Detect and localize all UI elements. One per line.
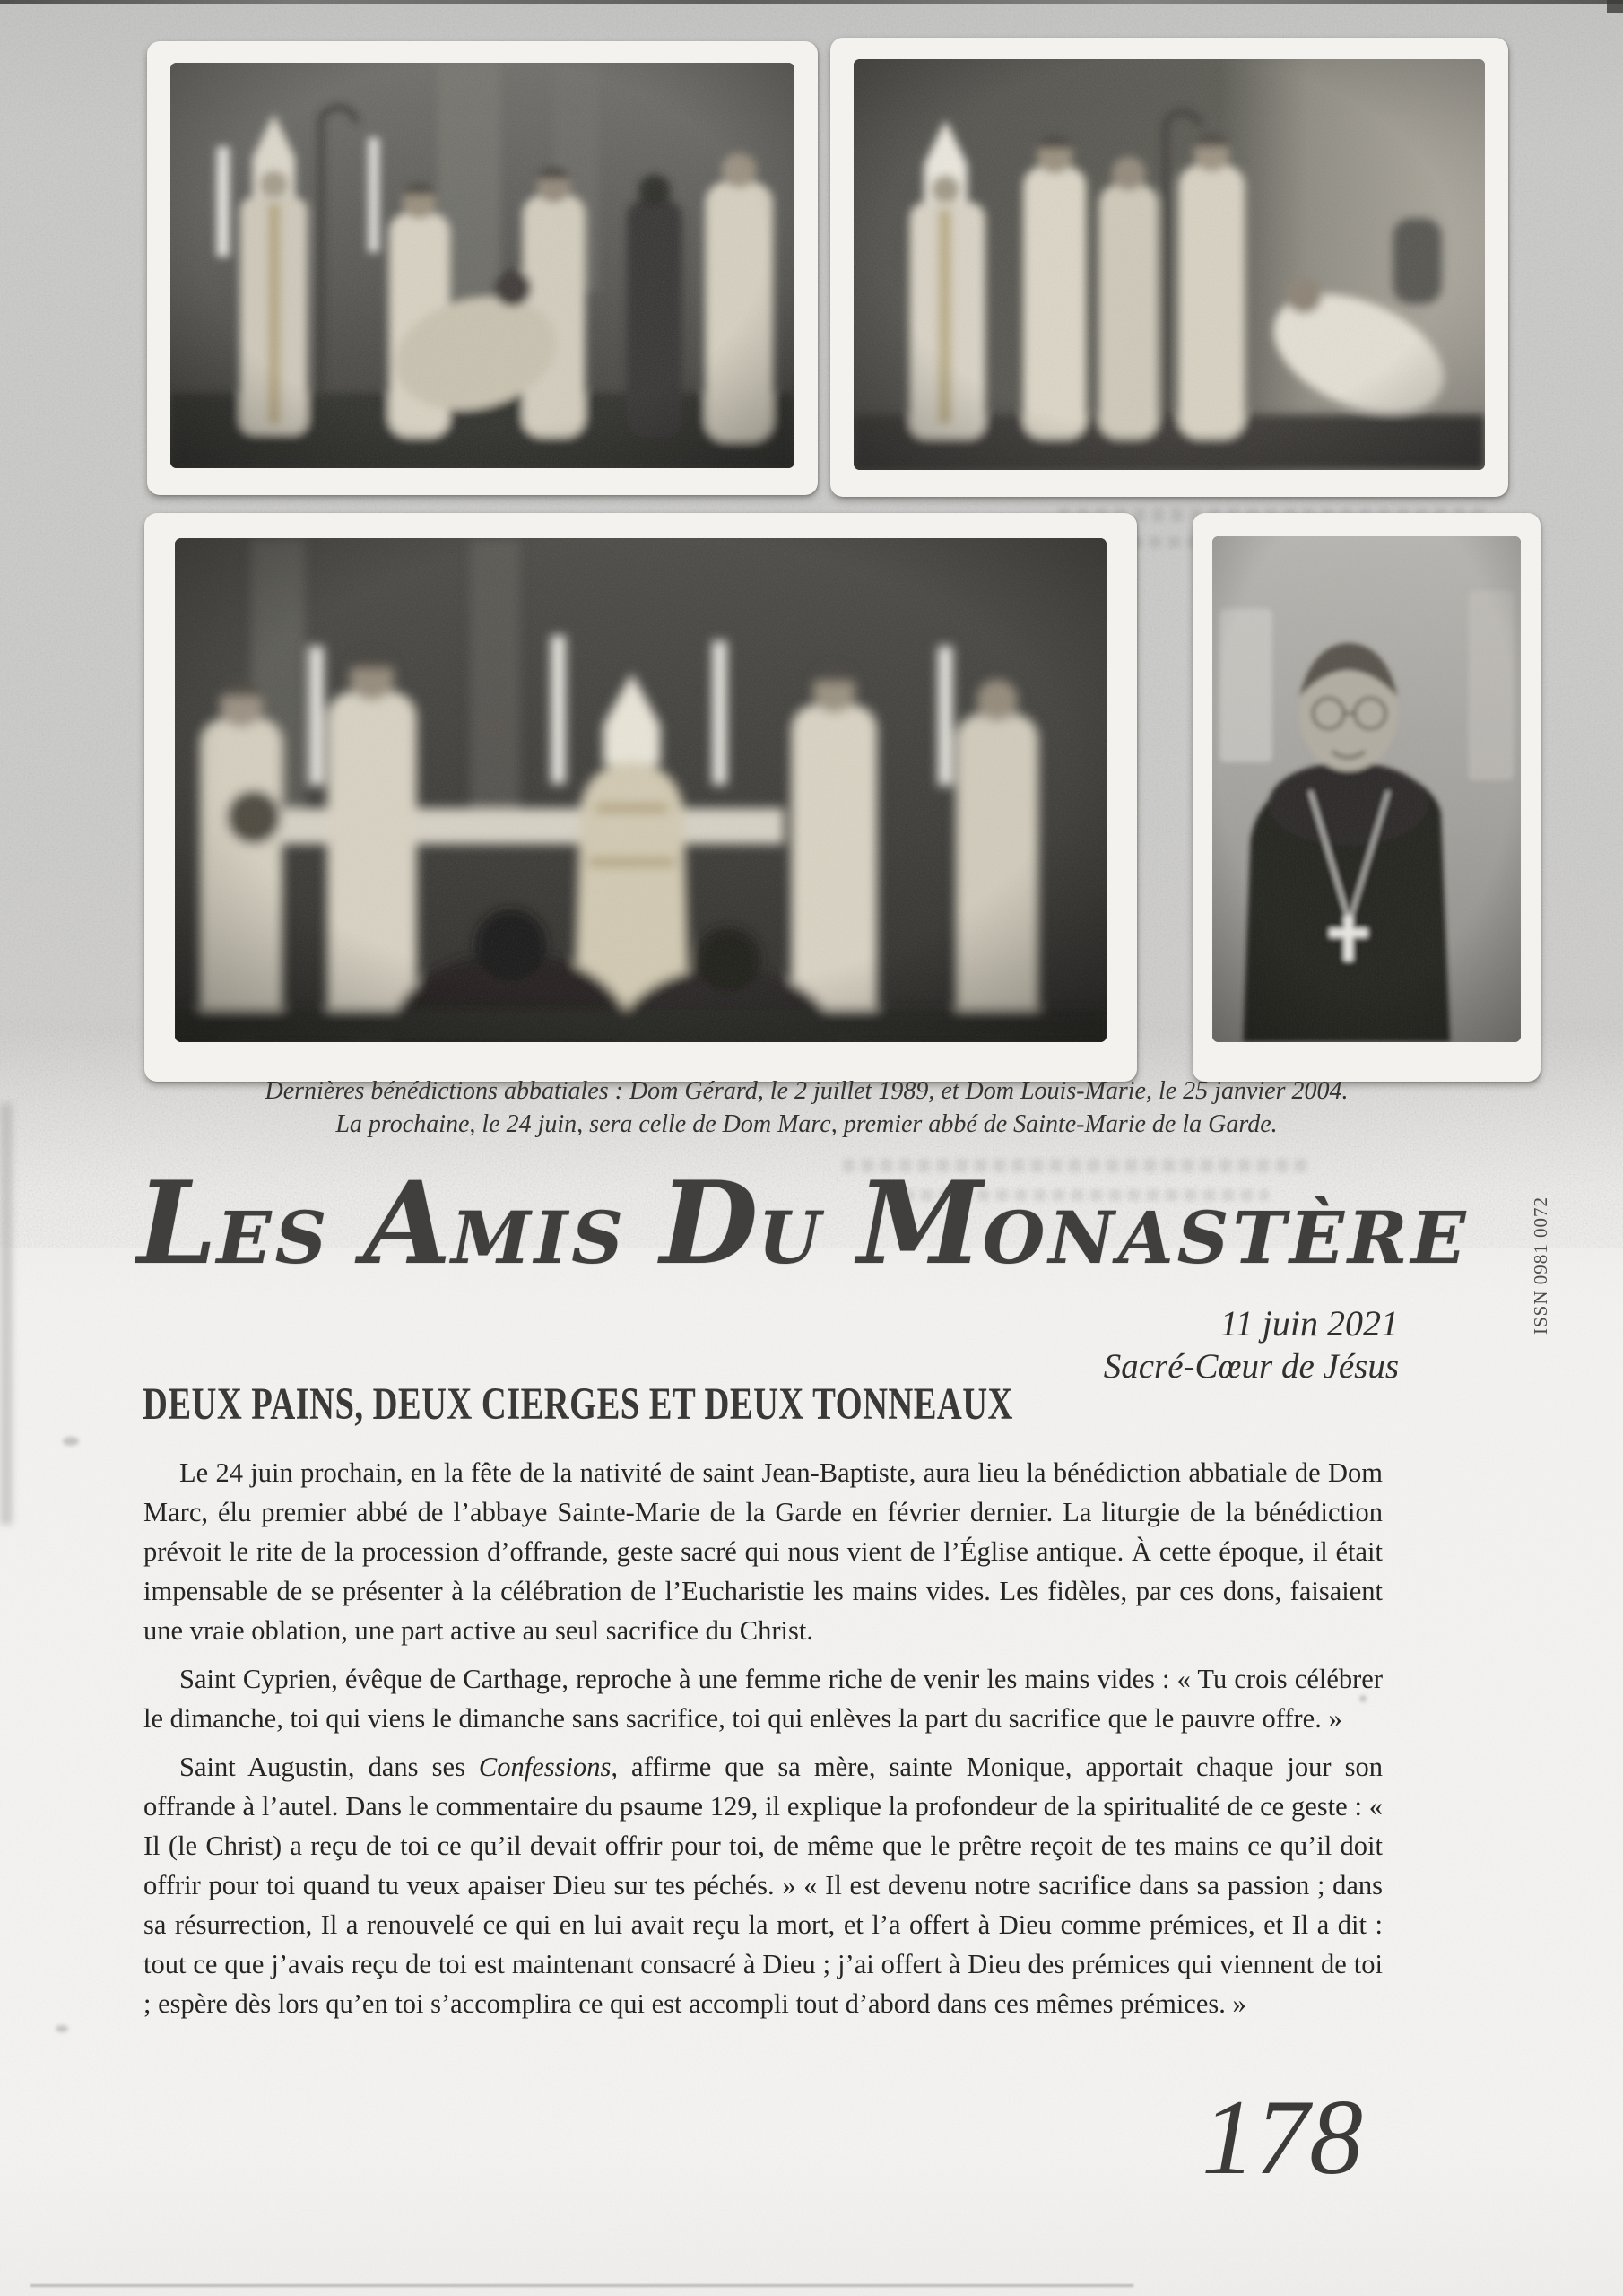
photo-scene-portrait [1212,536,1521,1042]
paragraph-1: Le 24 juin prochain, en la fête de la nativité de saint Jean-Baptiste, aura lieu la bénédiction abbatiale de Dom Marc, élu premier abbé de l’abbaye Sainte-Marie de la Garde en février dernier. La liturgie de la bénédiction prévoit le rite de la procession d’offrande, geste sacré qui nous vient de l’Église antique. À cette époque, il était impensable de se présenter à la célébration de l’Eucharistie les mains vides. Les fidèles, par ces dons, faisaient une vraie oblation, une part active au seul sacrifice du Christ. [143,1457,1383,1646]
photo-caption-line2: La prochaine, le 24 juin, sera celle de Dom Marc, premier abbé de Sainte-Marie de la Garde. [335,1110,1278,1138]
photo-altar-ceremony [144,513,1137,1082]
photo-image [1212,536,1521,1042]
ink-smudge [63,1437,79,1446]
photo-image [170,63,794,468]
paragraph-3 [143,1747,1383,2023]
masthead-word: MONASTÈRE [857,1157,1470,1291]
issue-date-block [852,1302,1399,1388]
paragraph-3-pre: Saint Augustin, dans ses [179,1752,479,1782]
photo-abbatial-blessing-1 [147,41,818,495]
issue-feast: Sacré-Cœur de Jésus [1103,1347,1399,1386]
issn-number: ISSN 0981 0072 [1530,1196,1551,1335]
article-title: DEUX PAINS, DEUX CIERGES ET DEUX TONNEAUX [143,1378,1013,1430]
paragraph-3-post: affirme que sa mère, sainte Monique, apportait chaque jour son offrande à l’autel. Dans le commentaire du psaume 129, il explique la profondeur de la spiritualité de ce geste : « Il (le Christ) a reçu de toi ce qu’il devait offrir pour toi, de même que le prêtre reçoit de tes mains ce qu’il doit offrir pour toi quand tu veux apaiser Dieu sur tes péchés. » « Il est devenu notre sacrifice dans sa passion ; dans sa résurrection, Il a renouvelé ce qui en lui avait reçu la mort, et l’a offert à Dieu comme prémices, et Il a dit : tout ce que j’avais reçu de toi est maintenant consacré à Dieu ; j’ai offert à Dieu des prémices qui viennent de toi ; espère dès lors qu’en toi s’accomplira ce qui est accompli tout d’abord dans ces mêmes prémices. » [143,1752,1383,2019]
ink-smudge [56,2025,68,2032]
article-body [143,1453,1383,2023]
issue-date: 11 juin 2021 [1219,1303,1399,1344]
scan-top-edge [0,0,1623,4]
photo-caption [108,1074,1505,1141]
scan-left-shade [0,1103,13,1525]
photo-abbatial-blessing-2 [830,38,1508,497]
photo-image [175,538,1107,1042]
paragraph-2: Saint Cyprien, évêque de Carthage, reproche à une femme riche de venir les mains vides : « Tu crois célébrer le dimanche, toi qui viens le dimanche sans sacrifice, toi qui enlèves la part du sacrifice que le pauvre offre. » [143,1664,1383,1734]
page-number: 178 [1202,2077,1363,2196]
photo-image [854,59,1485,470]
photo-monk-portrait [1193,513,1541,1082]
photo-caption-line1: Dernières bénédictions abbatiales : Dom Gérard, le 2 juillet 1989, et Dom Louis-Marie, le 25 janvier 2004. [265,1077,1349,1105]
masthead-word: DU [660,1157,825,1291]
masthead-title [126,1156,1470,1291]
book-title-confessions: Confessions, [478,1752,618,1782]
photo-scene-ceremony-1 [170,63,794,468]
scan-corner-mark [1607,0,1623,13]
photo-scene-altar [175,538,1107,1042]
photo-scene-ceremony-2 [854,59,1485,470]
scan-bottom-edge [30,2284,1133,2287]
masthead-word: AMIS [363,1157,627,1291]
masthead-word: LES [137,1157,331,1291]
